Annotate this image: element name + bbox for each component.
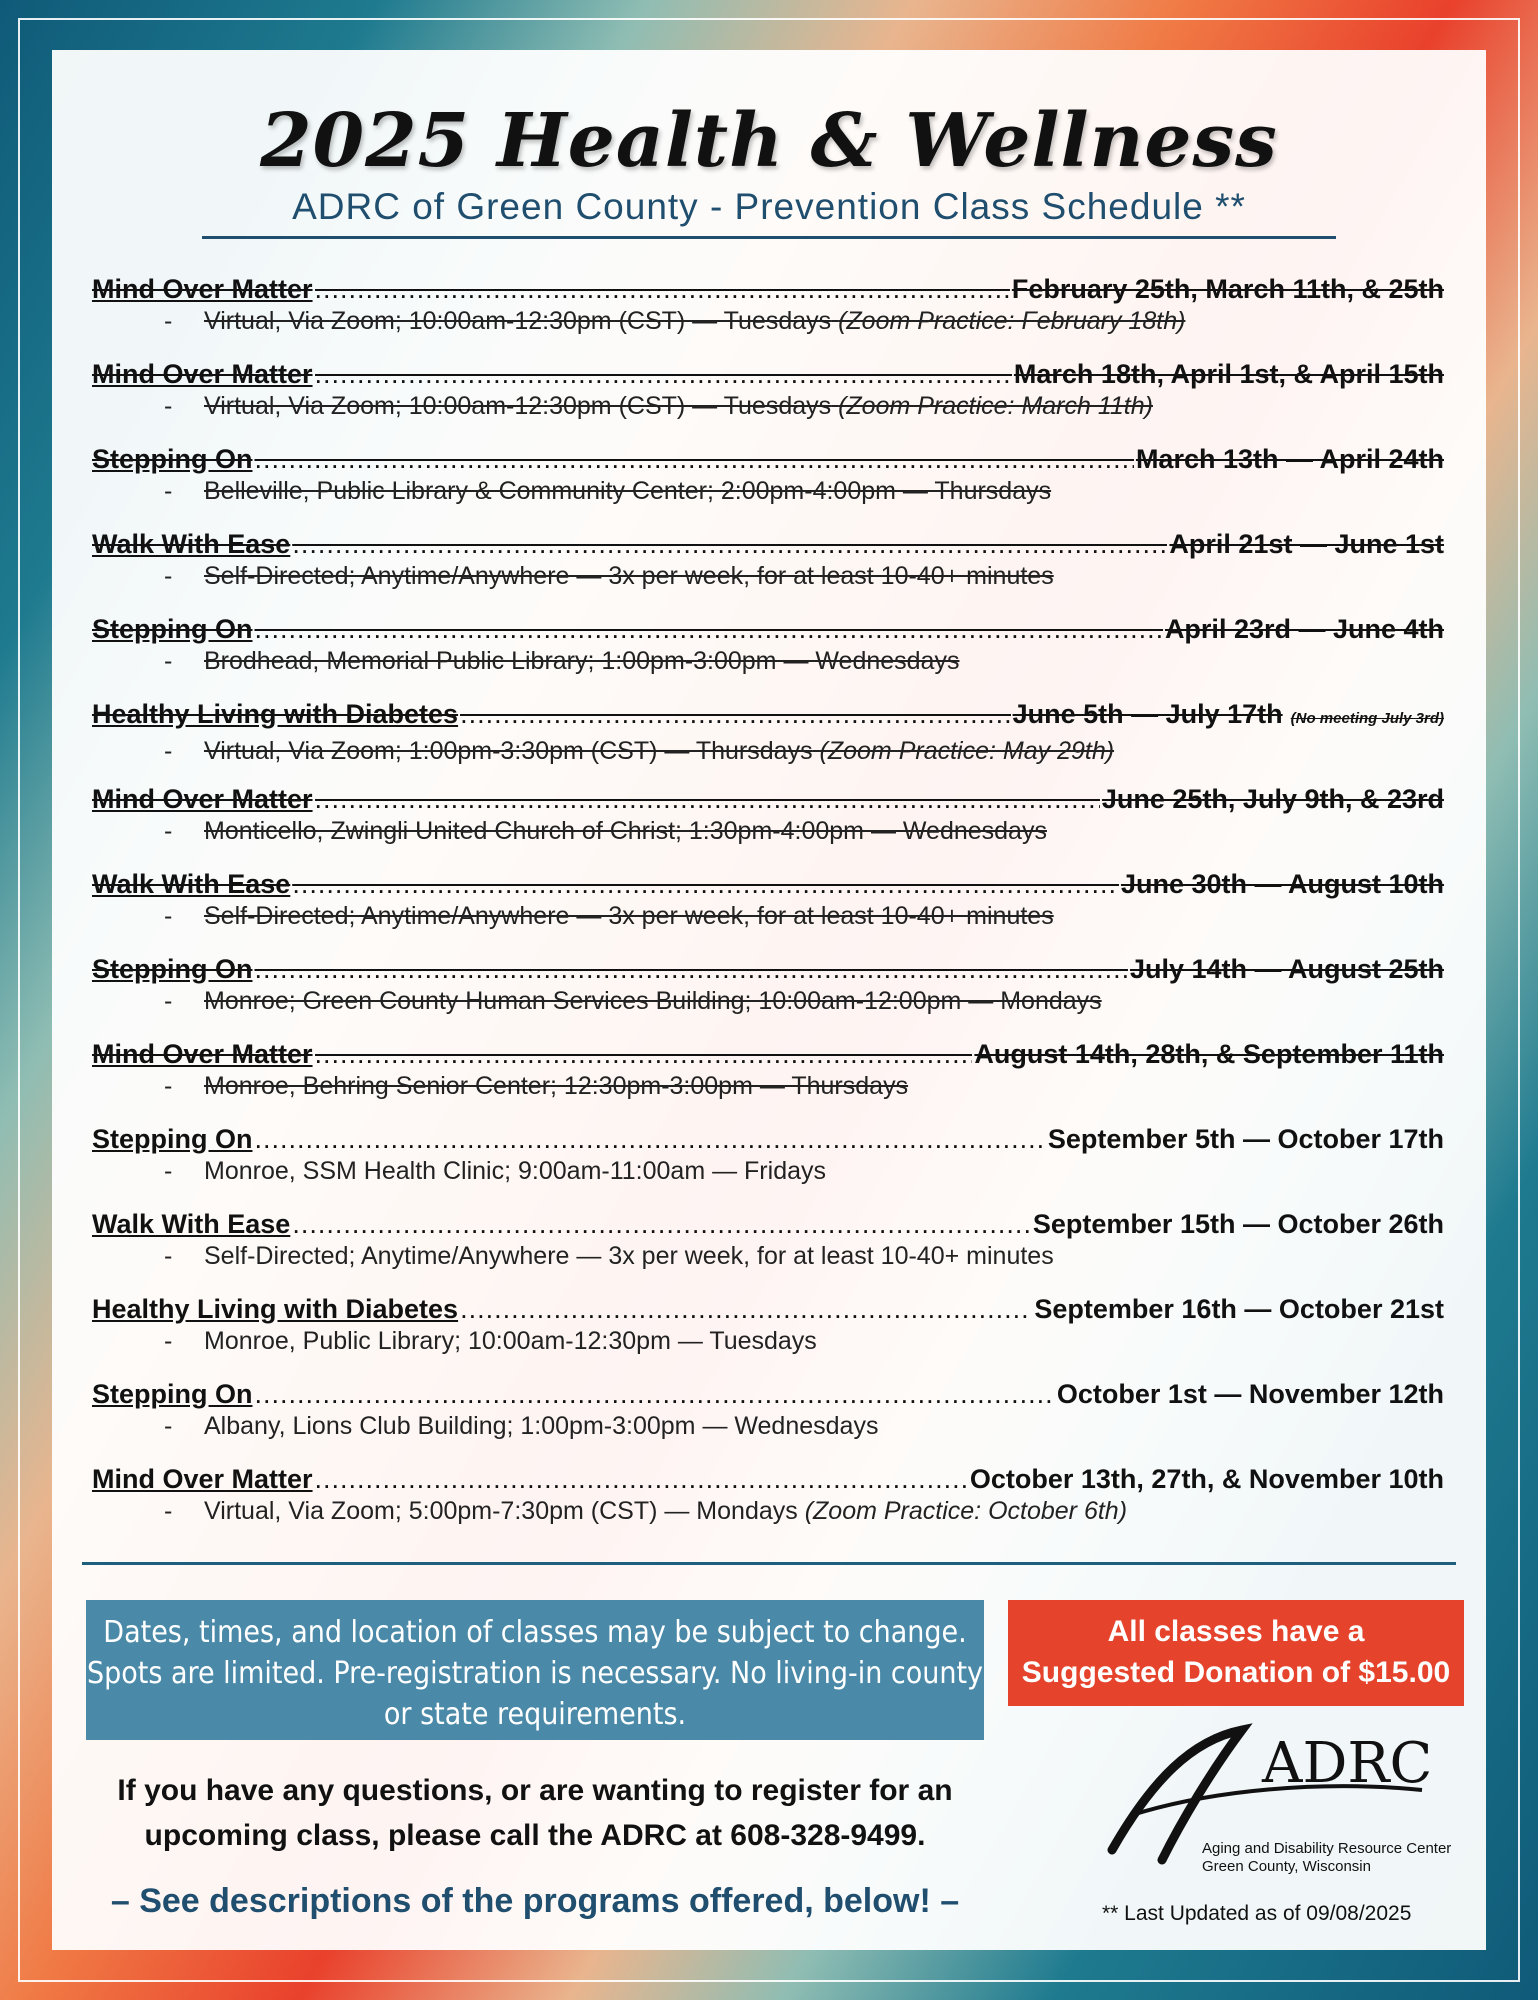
class-name: Mind Over Matter xyxy=(92,1464,313,1494)
class-details: Monroe, Behring Senior Center; 12:30pm-3:00pm — Thursdays xyxy=(204,1072,909,1100)
bullet-dash: - xyxy=(164,1072,173,1100)
class-name: Healthy Living with Diabetes xyxy=(92,699,459,729)
page-title: 2025 Health & Wellness xyxy=(260,98,1278,184)
last-updated: ** Last Updated as of 09/08/2025 xyxy=(1102,1902,1412,1925)
page-subtitle: ADRC of Green County - Prevention Class Schedule ** xyxy=(202,186,1336,239)
class-dates: February 25th, March 11th, & 25th xyxy=(1011,274,1444,304)
class-dates: October 13th, 27th, & November 10th xyxy=(969,1464,1444,1494)
class-details: Monroe, SSM Health Clinic; 9:00am-11:00am — Fridays xyxy=(204,1157,826,1185)
class-name: Stepping On xyxy=(92,444,253,474)
schedule-panel xyxy=(52,50,1486,1950)
class-name: Mind Over Matter xyxy=(92,784,313,814)
leader-dots xyxy=(460,1292,1032,1326)
logo-text: ADRC xyxy=(1262,1731,1432,1796)
class-details: Virtual, Via Zoom; 10:00am-12:30pm (CST) — Tuesdays xyxy=(204,307,832,335)
class-item xyxy=(92,1037,1444,1122)
contact-info xyxy=(86,1768,984,1858)
see-descriptions-link[interactable]: – See descriptions of the programs offered, below! – xyxy=(110,1882,960,1920)
zoom-practice-note: (Zoom Practice: May 29th) xyxy=(819,737,1115,765)
class-name: Walk With Ease xyxy=(92,1209,291,1239)
class-item xyxy=(92,867,1444,952)
class-item xyxy=(92,1122,1444,1207)
bullet-dash: - xyxy=(164,1412,173,1440)
class-item xyxy=(92,1462,1444,1547)
class-dates: July 14th — August 25th xyxy=(1129,954,1444,984)
leader-dots xyxy=(460,697,1010,731)
class-name: Mind Over Matter xyxy=(92,1039,313,1069)
bullet-dash: - xyxy=(164,1327,173,1355)
contact-line-2: upcoming class, please call the ADRC at 608-328-9499. xyxy=(144,1819,926,1852)
class-dates: June 30th — August 10th xyxy=(1120,869,1444,899)
meeting-exception-note: (No meeting July 3rd) xyxy=(1290,710,1444,727)
class-name: Mind Over Matter xyxy=(92,274,313,304)
leader-dots xyxy=(292,1207,1031,1241)
leader-dots xyxy=(292,527,1167,561)
class-details: Virtual, Via Zoom; 1:00pm-3:30pm (CST) — Thursdays xyxy=(204,737,813,765)
class-details: Self-Directed; Anytime/Anywhere — 3x per week, for at least 10-40+ minutes xyxy=(204,902,1054,930)
class-dates: June 5th — July 17th xyxy=(1012,699,1283,729)
logo-caption-line-1: Aging and Disability Resource Center xyxy=(1202,1840,1452,1857)
class-details: Monroe; Green County Human Services Building; 10:00am-12:00pm — Mondays xyxy=(204,987,1102,1015)
class-details: Self-Directed; Anytime/Anywhere — 3x per week, for at least 10-40+ minutes xyxy=(204,1242,1054,1270)
class-item xyxy=(92,782,1444,867)
class-dates: August 14th, 28th, & September 11th xyxy=(974,1039,1444,1069)
bullet-dash: - xyxy=(164,562,173,590)
class-dates: September 16th — October 21st xyxy=(1034,1294,1444,1324)
leader-dots xyxy=(254,952,1127,986)
leader-dots xyxy=(315,1037,973,1071)
class-dates: September 5th — October 17th xyxy=(1047,1124,1444,1154)
class-schedule-list xyxy=(92,272,1444,1547)
bullet-dash: - xyxy=(164,647,173,675)
leader-dots xyxy=(315,782,1100,816)
class-item xyxy=(92,527,1444,612)
class-item xyxy=(92,697,1444,782)
class-details: Self-Directed; Anytime/Anywhere — 3x per week, for at least 10-40+ minutes xyxy=(204,562,1054,590)
contact-line-1: If you have any questions, or are wanting to register for an xyxy=(117,1774,953,1807)
class-name: Mind Over Matter xyxy=(92,359,313,389)
leader-dots xyxy=(315,357,1012,391)
zoom-practice-note: (Zoom Practice: February 18th) xyxy=(838,307,1186,335)
class-item xyxy=(92,272,1444,357)
bullet-dash: - xyxy=(164,987,173,1015)
class-dates: March 13th — April 24th xyxy=(1135,444,1444,474)
class-name: Stepping On xyxy=(92,1379,253,1409)
leader-dots xyxy=(315,1462,968,1496)
class-dates: June 25th, July 9th, & 23rd xyxy=(1101,784,1444,814)
class-details: Virtual, Via Zoom; 10:00am-12:30pm (CST) — Tuesdays xyxy=(204,392,832,420)
bullet-dash: - xyxy=(164,817,173,845)
class-item xyxy=(92,1292,1444,1377)
logo-caption xyxy=(1202,1840,1451,1876)
bullet-dash: - xyxy=(164,307,173,335)
class-item xyxy=(92,612,1444,697)
class-details: Albany, Lions Club Building; 1:00pm-3:00pm — Wednesdays xyxy=(204,1412,879,1440)
bullet-dash: - xyxy=(164,1497,173,1525)
zoom-practice-note: (Zoom Practice: March 11th) xyxy=(838,392,1153,420)
class-name: Stepping On xyxy=(92,614,253,644)
class-dates: March 18th, April 1st, & April 15th xyxy=(1013,359,1444,389)
class-details: Virtual, Via Zoom; 5:00pm-7:30pm (CST) — Mondays xyxy=(204,1497,798,1525)
leader-dots xyxy=(254,1377,1054,1411)
class-name: Stepping On xyxy=(92,954,253,984)
class-details: Monroe, Public Library; 10:00am-12:30pm — Tuesdays xyxy=(204,1327,817,1355)
donation-banner xyxy=(1008,1600,1464,1706)
class-item xyxy=(92,1377,1444,1462)
class-name: Healthy Living with Diabetes xyxy=(92,1294,459,1324)
section-divider xyxy=(82,1562,1456,1565)
class-details: Brodhead, Memorial Public Library; 1:00pm-3:00pm — Wednesdays xyxy=(204,647,960,675)
leader-dots xyxy=(254,442,1133,476)
class-item xyxy=(92,442,1444,527)
bullet-dash: - xyxy=(164,902,173,930)
class-item xyxy=(92,1207,1444,1292)
zoom-practice-note: (Zoom Practice: October 6th) xyxy=(804,1497,1128,1525)
class-details: Belleville, Public Library & Community Center; 2:00pm-4:00pm — Thursdays xyxy=(204,477,1052,505)
schedule-notice: Dates, times, and location of classes may be subject to change. Spots are limited. Pre-registration is necessary. No living-in county or state requirements. xyxy=(86,1600,984,1740)
class-dates: September 15th — October 26th xyxy=(1032,1209,1444,1239)
leader-dots xyxy=(315,272,1010,306)
bullet-dash: - xyxy=(164,1242,173,1270)
leader-dots xyxy=(254,1122,1045,1156)
class-name: Walk With Ease xyxy=(92,529,291,559)
logo-caption-line-2: Green County, Wisconsin xyxy=(1202,1858,1371,1875)
class-dates: April 21st — June 1st xyxy=(1169,529,1444,559)
class-item xyxy=(92,357,1444,442)
class-name: Walk With Ease xyxy=(92,869,291,899)
class-item xyxy=(92,952,1444,1037)
class-name: Stepping On xyxy=(92,1124,253,1154)
bullet-dash: - xyxy=(164,392,173,420)
leader-dots xyxy=(254,612,1162,646)
bullet-dash: - xyxy=(164,737,173,765)
class-dates: October 1st — November 12th xyxy=(1056,1379,1444,1409)
class-dates: April 23rd — June 4th xyxy=(1164,614,1444,644)
bullet-dash: - xyxy=(164,1157,173,1185)
leader-dots xyxy=(292,867,1119,901)
donation-line-2: Suggested Donation of $15.00 xyxy=(1021,1656,1451,1689)
donation-line-1: All classes have a xyxy=(1107,1615,1365,1648)
class-details: Monticello, Zwingli United Church of Christ; 1:30pm-4:00pm — Wednesdays xyxy=(204,817,1047,845)
bullet-dash: - xyxy=(164,477,173,505)
